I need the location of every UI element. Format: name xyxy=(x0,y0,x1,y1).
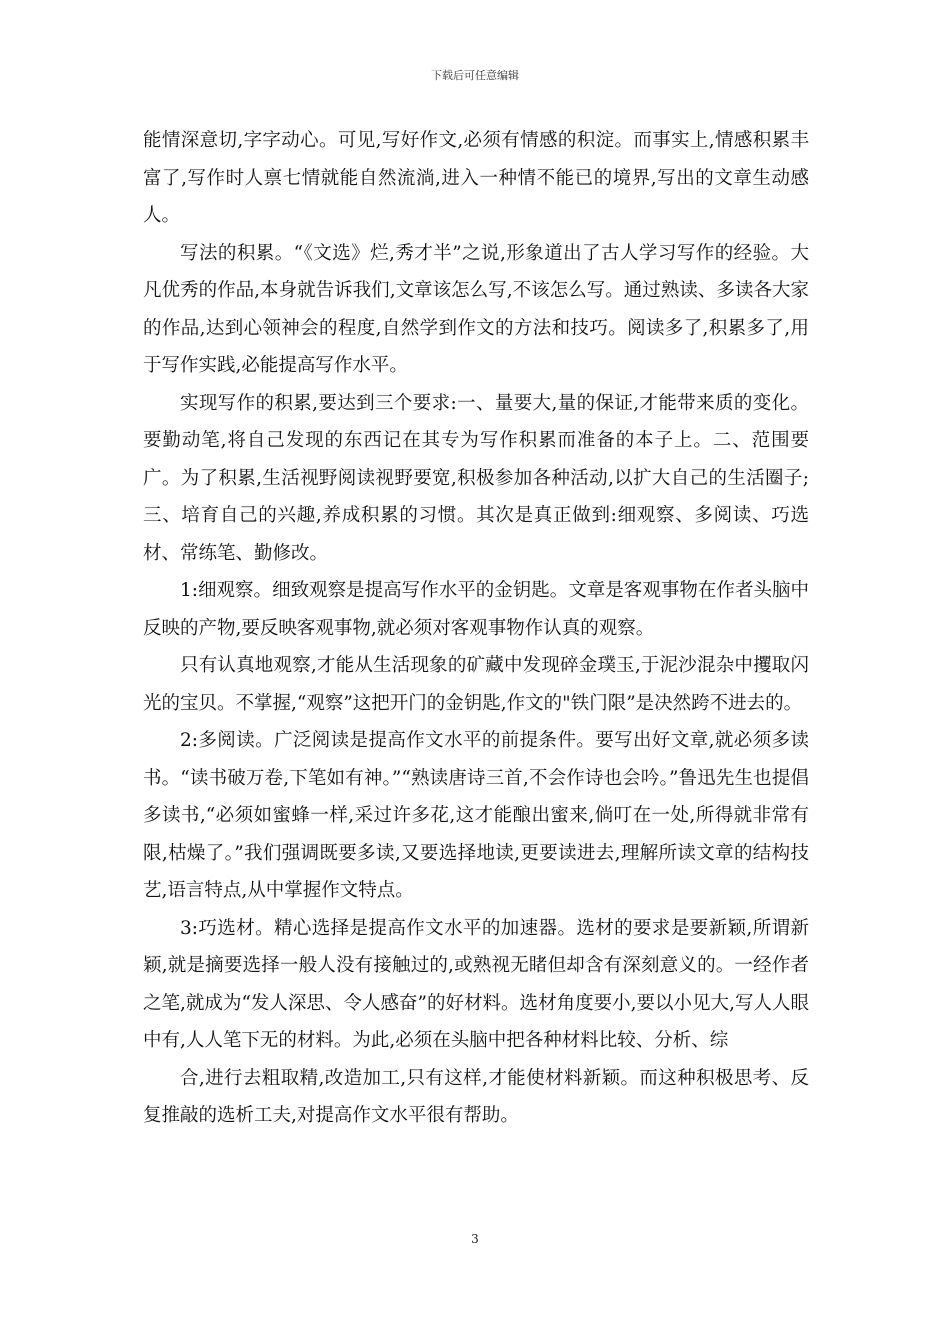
paragraph: 只有认真地观察,才能从生活现象的矿藏中发现碎金璞玉,于泥沙混杂中攫取闪光的宝贝。不掌握,“观察”这把开门的金钥匙,作文的"铁门限”是决然跨不进去的。 xyxy=(143,655,809,714)
paragraph: 合,进行去粗取精,改造加工,只有这样,才能使材料新颖。而这种积极思考、反复推敲的选析工夫,对提高作文水平很有帮助。 xyxy=(143,1067,809,1126)
body-text xyxy=(143,122,809,1135)
paragraph: 能情深意切,字字动心。可见,写好作文,必须有情感的积淀。而事实上,情感积累丰富了,写作时人禀七情就能自然流淌,进入一种情不能已的境界,写出的文章生动感人。 xyxy=(143,130,809,226)
page-number: 3 xyxy=(471,1232,479,1246)
page-header: 下载后可任意编辑 xyxy=(431,69,519,82)
paragraph: 1:细观察。细致观察是提高写作水平的金钥匙。文章是客观事物在作者头脑中反映的产物,要反映客观事物,就必须对客观事物作认真的观察。 xyxy=(143,580,809,639)
paragraph: 2:多阅读。广泛阅读是提高作文水平的前提条件。要写出好文章,就必须多读书。“读书破万卷,下笔如有神。”“熟读唐诗三首,不会作诗也会吟。”鲁迅先生也提倡多读书,“必须如蜜蜂一样,采过许多花,这才能酿出蜜来,倘叮在一处,所得就非常有限,枯燥了。”我们强调既要多读,又要选择地读,更要读进去,理解所读文章的结构技艺,语言特点,从中掌握作文特点。 xyxy=(143,730,809,901)
paragraph: 实现写作的积累,要达到三个要求:一、量要大,量的保证,才能带来质的变化。要勤动笔,将自己发现的东西记在其专为写作积累而准备的本子上。二、范围要广。为了积累,生活视野阅读视野要宽,积极参加各种活动,以扩大自己的生活圈子;三、培育自己的兴趣,养成积累的习惯。其次是真正做到:细观察、多阅读、巧选材、常练笔、勤修改。 xyxy=(143,392,809,564)
paragraph: 写法的积累。“《文选》烂,秀才半”之说,形象道出了古人学习写作的经验。大凡优秀的作品,本身就告诉我们,文章该怎么写,不该怎么写。通过熟读、多读各大家的作品,达到心领神会的程度,自然学到作文的方法和技巧。阅读多了,积累多了,用于写作实践,必能提高写作水平。 xyxy=(143,242,809,376)
paragraph: 3:巧选材。精心选择是提高作文水平的加速器。选材的要求是要新颖,所谓新颖,就是摘要选择一般人没有接触过的,或熟视无睹但却含有深刻意义的。一经作者之笔,就成为“发人深思、令人感奋”的好材料。选材角度要小,要以小见大,写人人眼中有,人人笔下无的材料。为此,必须在头脑中把各种材料比较、分析、综 xyxy=(143,917,809,1051)
